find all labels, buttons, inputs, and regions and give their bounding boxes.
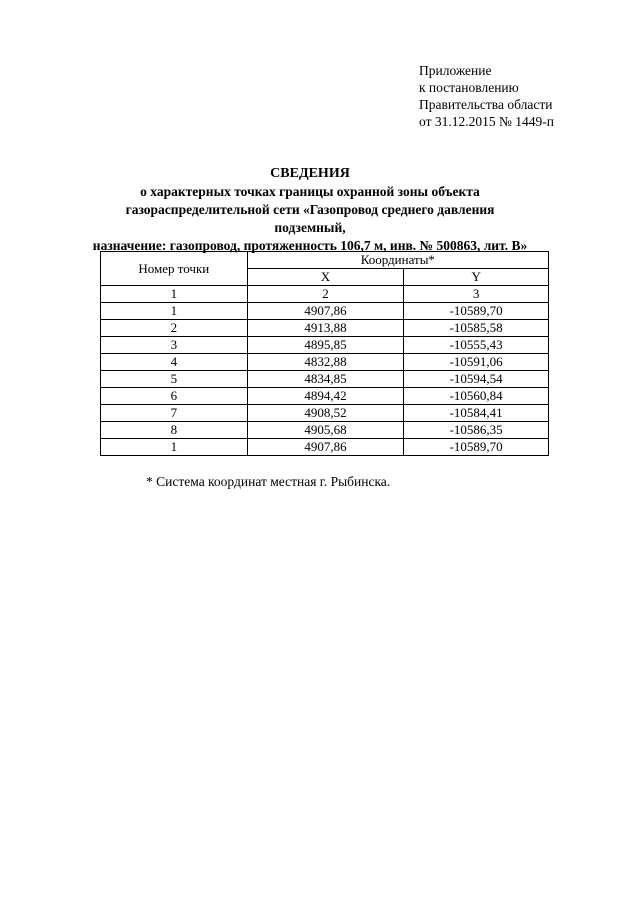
heading-line: назначение: газопровод, протяженность 106,7 м, инв. № 500863, лит. В»	[92, 238, 528, 253]
appendix-line: от 31.12.2015 № 1449-п	[419, 114, 554, 129]
column-number: 1	[101, 286, 248, 303]
page-title: СВЕДЕНИЯ	[270, 166, 350, 181]
point-number-cell: 8	[101, 422, 248, 439]
heading-line: газораспределительной сети «Газопровод среднего давления подземный,	[125, 202, 495, 235]
x-cell: 4834,85	[247, 371, 404, 388]
x-cell: 4895,85	[247, 337, 404, 354]
y-cell: -10560,84	[404, 388, 549, 405]
y-cell: -10585,58	[404, 320, 549, 337]
point-number-cell: 6	[101, 388, 248, 405]
table-row	[101, 422, 549, 439]
x-cell: 4907,86	[247, 303, 404, 320]
y-cell: -10586,35	[404, 422, 549, 439]
x-cell: 4832,88	[247, 354, 404, 371]
column-number-row	[101, 286, 549, 303]
appendix-line: Приложение	[419, 63, 492, 78]
table-row	[101, 405, 549, 422]
x-cell: 4905,68	[247, 422, 404, 439]
table-row	[101, 354, 549, 371]
column-number: 3	[404, 286, 549, 303]
y-cell: -10555,43	[404, 337, 549, 354]
table-row	[101, 388, 549, 405]
footnote: * Система координат местная г. Рыбинска.	[146, 474, 391, 489]
y-cell: -10591,06	[404, 354, 549, 371]
y-cell: -10584,41	[404, 405, 549, 422]
table-row	[101, 320, 549, 337]
table-row	[101, 303, 549, 320]
x-cell: 4907,86	[247, 439, 404, 456]
table-row	[101, 371, 549, 388]
coordinates-table	[100, 251, 549, 456]
point-number-cell: 3	[101, 337, 248, 354]
table-row	[101, 337, 549, 354]
y-cell: -10594,54	[404, 371, 549, 388]
heading-line: о характерных точках границы охранной зоны объекта	[140, 184, 480, 199]
appendix-line: к постановлению	[419, 80, 519, 95]
point-number-cell: 2	[101, 320, 248, 337]
y-cell: -10589,70	[404, 303, 549, 320]
header-x: X	[247, 269, 404, 286]
appendix-block	[419, 62, 554, 130]
point-number-cell: 4	[101, 354, 248, 371]
y-cell: -10589,70	[404, 439, 549, 456]
x-cell: 4894,42	[247, 388, 404, 405]
appendix-line: Правительства области	[419, 97, 553, 112]
point-number-cell: 1	[101, 303, 248, 320]
header-y: Y	[404, 269, 549, 286]
x-cell: 4913,88	[247, 320, 404, 337]
table-row	[101, 439, 549, 456]
x-cell: 4908,52	[247, 405, 404, 422]
column-number: 2	[247, 286, 404, 303]
table-header-row	[101, 252, 549, 269]
document-heading	[90, 165, 530, 255]
point-number-cell: 7	[101, 405, 248, 422]
header-coordinates: Координаты*	[247, 252, 548, 269]
point-number-cell: 5	[101, 371, 248, 388]
point-number-cell: 1	[101, 439, 248, 456]
header-point-number: Номер точки	[101, 252, 248, 286]
